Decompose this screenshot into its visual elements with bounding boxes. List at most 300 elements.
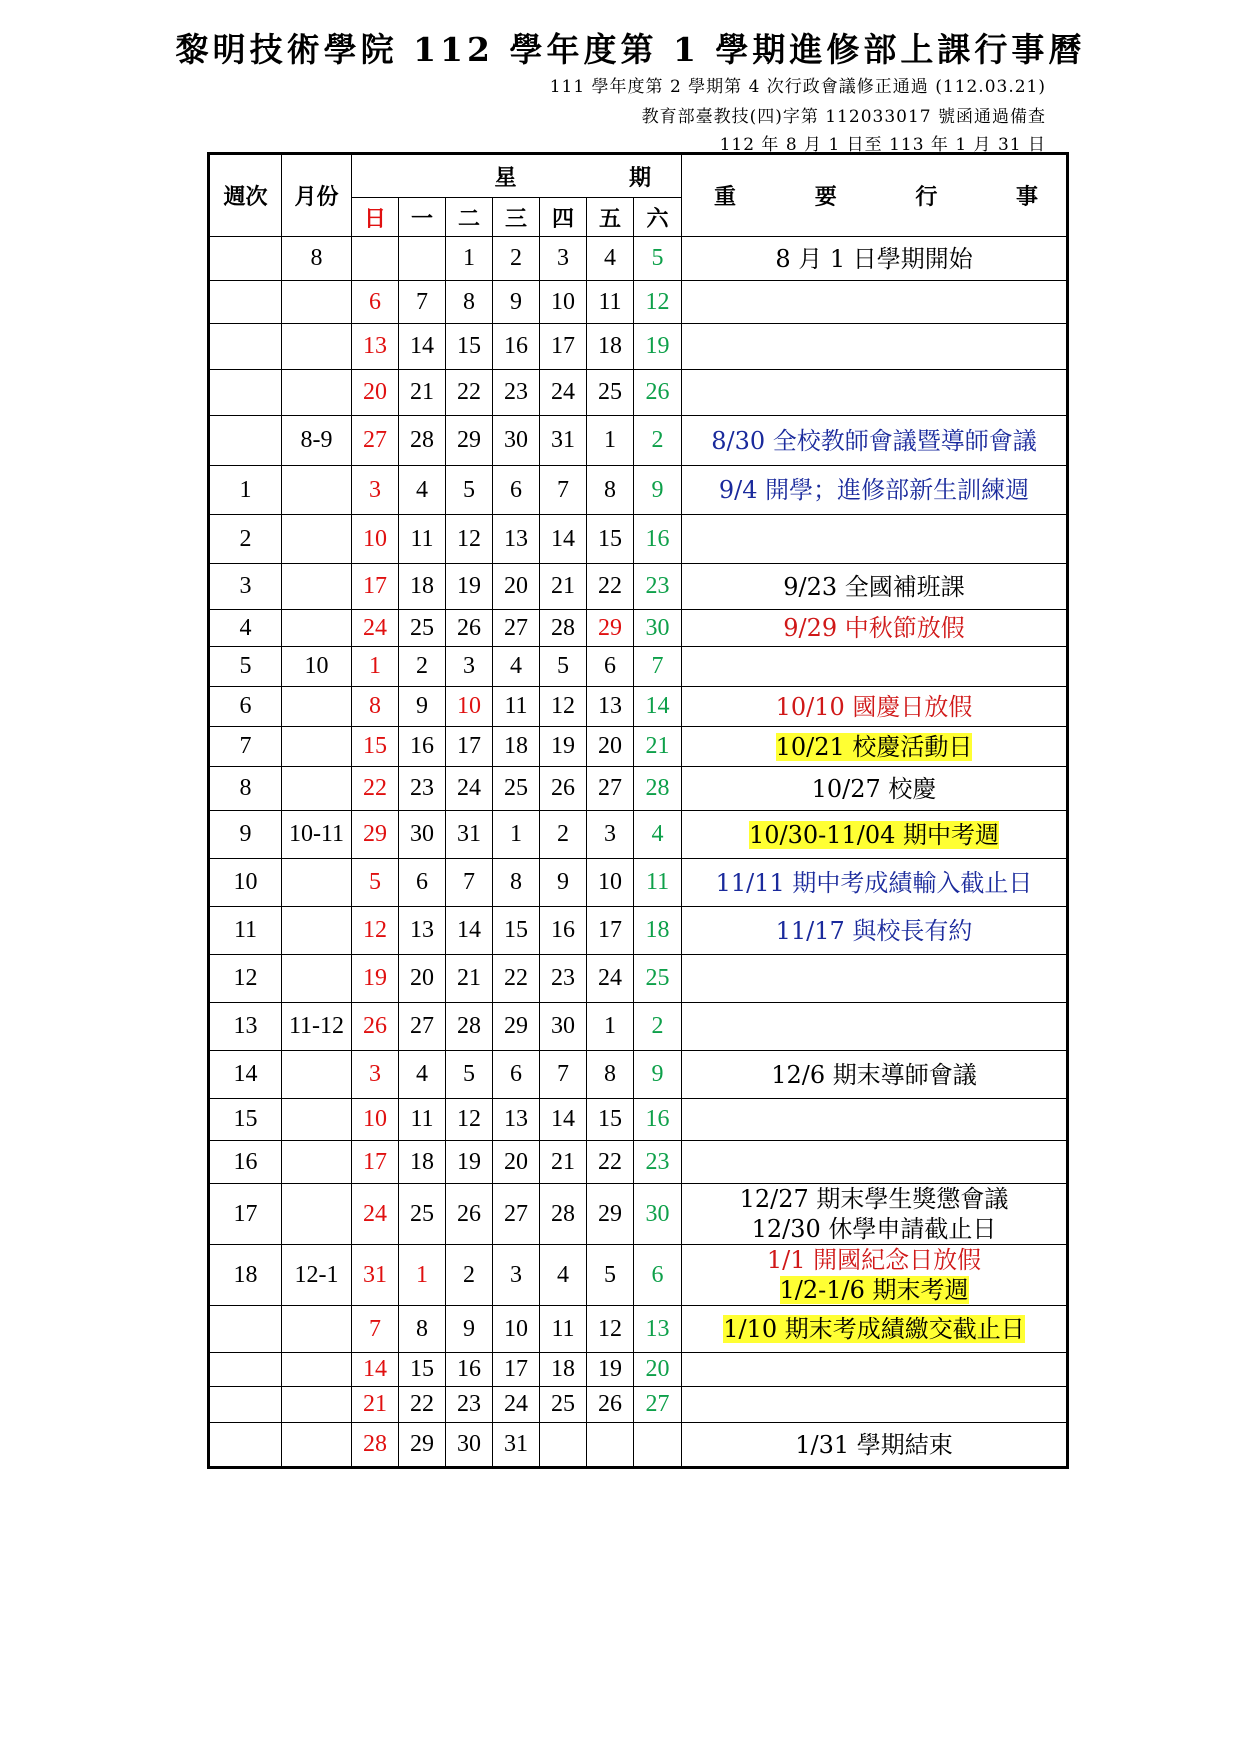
event-text: 12/6 期末導師會議 bbox=[771, 1060, 977, 1089]
event-text: 9/29 中秋節放假 bbox=[783, 614, 965, 642]
day-cell: 30 bbox=[634, 610, 682, 647]
day-cell: 15 bbox=[446, 324, 493, 370]
day-cell: 12 bbox=[352, 907, 399, 955]
day-cell: 20 bbox=[587, 727, 634, 767]
table-row bbox=[209, 1387, 1068, 1423]
weekday-wed: 三 bbox=[493, 198, 540, 237]
day-cell: 23 bbox=[399, 767, 446, 811]
weekday-sun: 日 bbox=[352, 198, 399, 237]
day-cell: 24 bbox=[540, 370, 587, 416]
month-label bbox=[282, 324, 352, 370]
day-cell: 31 bbox=[446, 811, 493, 859]
table-row bbox=[209, 281, 1068, 324]
day-cell: 7 bbox=[352, 1306, 399, 1353]
day-cell: 18 bbox=[399, 1141, 446, 1184]
day-cell: 13 bbox=[634, 1306, 682, 1353]
day-cell: 9 bbox=[634, 1051, 682, 1099]
day-cell: 28 bbox=[540, 610, 587, 647]
event-text: 1/10 期末考成績繳交截止日 bbox=[723, 1315, 1025, 1343]
day-cell: 18 bbox=[493, 727, 540, 767]
week-number: 9 bbox=[209, 811, 282, 859]
week-number: 18 bbox=[209, 1245, 282, 1306]
day-cell: 20 bbox=[399, 955, 446, 1003]
event-cell bbox=[682, 370, 1068, 416]
day-cell: 12 bbox=[634, 281, 682, 324]
week-number: 4 bbox=[209, 610, 282, 647]
event-cell bbox=[682, 859, 1068, 907]
week-number: 14 bbox=[209, 1051, 282, 1099]
month-label bbox=[282, 515, 352, 564]
day-cell: 4 bbox=[493, 647, 540, 687]
event-cell bbox=[682, 1141, 1068, 1184]
day-cell: 4 bbox=[634, 811, 682, 859]
event-cell bbox=[682, 281, 1068, 324]
month-label bbox=[282, 1099, 352, 1141]
event-text: 12/27 期末學生獎懲會議 bbox=[739, 1185, 1009, 1213]
day-cell: 12 bbox=[446, 1099, 493, 1141]
month-label bbox=[282, 1423, 352, 1468]
month-label: 10 bbox=[282, 647, 352, 687]
weekday-tue: 二 bbox=[446, 198, 493, 237]
day-cell: 27 bbox=[634, 1387, 682, 1423]
day-cell: 17 bbox=[493, 1353, 540, 1387]
day-cell: 1 bbox=[352, 647, 399, 687]
day-cell: 29 bbox=[352, 811, 399, 859]
day-cell: 7 bbox=[540, 1051, 587, 1099]
weekday-fri: 五 bbox=[587, 198, 634, 237]
day-cell: 11 bbox=[493, 687, 540, 727]
day-cell: 16 bbox=[540, 907, 587, 955]
day-cell: 2 bbox=[446, 1245, 493, 1306]
day-cell: 28 bbox=[399, 416, 446, 466]
day-cell: 27 bbox=[493, 1184, 540, 1245]
day-cell: 8 bbox=[399, 1306, 446, 1353]
day-cell: 12 bbox=[587, 1306, 634, 1353]
day-cell: 19 bbox=[634, 324, 682, 370]
event-cell bbox=[682, 610, 1068, 647]
day-cell: 13 bbox=[493, 1099, 540, 1141]
day-cell: 11 bbox=[399, 515, 446, 564]
day-cell: 22 bbox=[493, 955, 540, 1003]
event-cell bbox=[682, 955, 1068, 1003]
day-cell: 16 bbox=[399, 727, 446, 767]
month-label bbox=[282, 727, 352, 767]
day-cell: 9 bbox=[493, 281, 540, 324]
day-cell: 20 bbox=[493, 564, 540, 610]
day-cell: 22 bbox=[446, 370, 493, 416]
day-cell: 28 bbox=[446, 1003, 493, 1051]
day-cell bbox=[587, 1423, 634, 1468]
month-label bbox=[282, 1141, 352, 1184]
day-cell: 14 bbox=[634, 687, 682, 727]
day-cell: 10 bbox=[587, 859, 634, 907]
day-cell: 15 bbox=[587, 1099, 634, 1141]
day-cell: 12 bbox=[446, 515, 493, 564]
day-cell bbox=[352, 237, 399, 281]
day-cell: 7 bbox=[540, 466, 587, 515]
day-cell: 20 bbox=[634, 1353, 682, 1387]
day-cell: 23 bbox=[634, 564, 682, 610]
day-cell: 2 bbox=[540, 811, 587, 859]
day-cell: 4 bbox=[587, 237, 634, 281]
day-cell: 21 bbox=[540, 1141, 587, 1184]
month-label bbox=[282, 466, 352, 515]
week-number: 3 bbox=[209, 564, 282, 610]
day-cell: 8 bbox=[352, 687, 399, 727]
day-cell: 8 bbox=[493, 859, 540, 907]
day-cell: 13 bbox=[352, 324, 399, 370]
event-cell bbox=[682, 564, 1068, 610]
table-row bbox=[209, 811, 1068, 859]
table-row bbox=[209, 564, 1068, 610]
day-cell: 31 bbox=[540, 416, 587, 466]
day-cell: 21 bbox=[540, 564, 587, 610]
day-cell: 27 bbox=[587, 767, 634, 811]
day-cell: 26 bbox=[540, 767, 587, 811]
day-cell: 27 bbox=[352, 416, 399, 466]
event-cell bbox=[682, 811, 1068, 859]
day-cell: 19 bbox=[540, 727, 587, 767]
week-number bbox=[209, 1387, 282, 1423]
day-cell: 24 bbox=[493, 1387, 540, 1423]
event-cell bbox=[682, 237, 1068, 281]
day-cell: 16 bbox=[446, 1353, 493, 1387]
day-cell: 2 bbox=[634, 1003, 682, 1051]
day-cell: 28 bbox=[634, 767, 682, 811]
day-cell: 2 bbox=[493, 237, 540, 281]
date-range: 112 年 8 月 1 日至 113 年 1 月 31 日 bbox=[719, 135, 1046, 155]
day-cell: 15 bbox=[352, 727, 399, 767]
day-cell: 26 bbox=[587, 1387, 634, 1423]
day-cell: 6 bbox=[352, 281, 399, 324]
day-cell: 24 bbox=[587, 955, 634, 1003]
weekday-mon: 一 bbox=[399, 198, 446, 237]
day-cell: 30 bbox=[540, 1003, 587, 1051]
event-cell bbox=[682, 466, 1068, 515]
day-cell: 21 bbox=[634, 727, 682, 767]
day-cell: 9 bbox=[399, 687, 446, 727]
day-cell: 28 bbox=[352, 1423, 399, 1468]
event-cell bbox=[682, 767, 1068, 811]
day-cell: 4 bbox=[399, 1051, 446, 1099]
day-cell: 9 bbox=[446, 1306, 493, 1353]
week-number: 16 bbox=[209, 1141, 282, 1184]
day-cell: 3 bbox=[352, 1051, 399, 1099]
day-cell: 25 bbox=[399, 610, 446, 647]
day-cell: 17 bbox=[540, 324, 587, 370]
table-row bbox=[209, 907, 1068, 955]
day-cell: 7 bbox=[446, 859, 493, 907]
day-cell: 19 bbox=[446, 1141, 493, 1184]
week-number: 10 bbox=[209, 859, 282, 907]
table-row bbox=[209, 324, 1068, 370]
week-number bbox=[209, 1353, 282, 1387]
week-number bbox=[209, 324, 282, 370]
day-cell: 18 bbox=[399, 564, 446, 610]
day-cell: 23 bbox=[634, 1141, 682, 1184]
table-row bbox=[209, 1184, 1068, 1245]
event-text: 10/10 國慶日放假 bbox=[775, 692, 973, 721]
month-label bbox=[282, 767, 352, 811]
day-cell: 17 bbox=[446, 727, 493, 767]
day-cell: 10 bbox=[493, 1306, 540, 1353]
day-cell: 11 bbox=[540, 1306, 587, 1353]
calendar-table bbox=[207, 152, 1069, 1469]
day-cell: 26 bbox=[634, 370, 682, 416]
day-cell: 29 bbox=[399, 1423, 446, 1468]
day-cell: 3 bbox=[540, 237, 587, 281]
day-cell: 22 bbox=[399, 1387, 446, 1423]
week-number bbox=[209, 1306, 282, 1353]
event-text: 11/11 期中考成績輸入截止日 bbox=[715, 868, 1033, 897]
day-cell: 10 bbox=[540, 281, 587, 324]
day-cell: 8 bbox=[587, 466, 634, 515]
day-cell: 3 bbox=[446, 647, 493, 687]
month-label bbox=[282, 1353, 352, 1387]
weekday-group-header bbox=[352, 154, 682, 198]
week-number: 7 bbox=[209, 727, 282, 767]
day-cell: 14 bbox=[399, 324, 446, 370]
month-label bbox=[282, 370, 352, 416]
day-cell: 29 bbox=[587, 610, 634, 647]
week-number: 15 bbox=[209, 1099, 282, 1141]
day-cell bbox=[399, 237, 446, 281]
day-cell: 29 bbox=[587, 1184, 634, 1245]
day-cell: 6 bbox=[399, 859, 446, 907]
day-cell: 31 bbox=[493, 1423, 540, 1468]
event-cell bbox=[682, 687, 1068, 727]
event-cell bbox=[682, 1051, 1068, 1099]
event-text: 10/27 校慶 bbox=[811, 774, 937, 803]
day-cell: 6 bbox=[493, 466, 540, 515]
month-label bbox=[282, 907, 352, 955]
table-row bbox=[209, 647, 1068, 687]
event-cell bbox=[682, 1353, 1068, 1387]
week-number: 8 bbox=[209, 767, 282, 811]
day-cell: 23 bbox=[540, 955, 587, 1003]
day-cell: 13 bbox=[399, 907, 446, 955]
events-header-char: 要 bbox=[814, 184, 837, 210]
day-cell: 5 bbox=[446, 1051, 493, 1099]
day-cell: 19 bbox=[446, 564, 493, 610]
event-cell bbox=[682, 1184, 1068, 1245]
approval-line: 111 學年度第 2 學期第 4 次行政會議修正通過 (112.03.21) bbox=[549, 77, 1046, 97]
month-label bbox=[282, 1051, 352, 1099]
day-cell: 15 bbox=[587, 515, 634, 564]
day-cell: 8 bbox=[446, 281, 493, 324]
day-cell: 3 bbox=[352, 466, 399, 515]
day-cell: 21 bbox=[446, 955, 493, 1003]
table-row bbox=[209, 610, 1068, 647]
day-cell: 1 bbox=[399, 1245, 446, 1306]
event-cell bbox=[682, 416, 1068, 466]
day-cell: 6 bbox=[634, 1245, 682, 1306]
event-text: 10/30-11/04 期中考週 bbox=[748, 820, 1000, 849]
ministry-line: 教育部臺教技(四)字第 112033017 號函通過備查 bbox=[641, 107, 1046, 127]
day-cell: 25 bbox=[493, 767, 540, 811]
week-number: 17 bbox=[209, 1184, 282, 1245]
day-cell: 10 bbox=[352, 515, 399, 564]
day-cell: 25 bbox=[540, 1387, 587, 1423]
week-number: 5 bbox=[209, 647, 282, 687]
day-cell: 20 bbox=[493, 1141, 540, 1184]
day-cell: 24 bbox=[352, 610, 399, 647]
day-cell: 1 bbox=[587, 416, 634, 466]
events-header-char: 重 bbox=[714, 184, 737, 210]
day-cell: 3 bbox=[587, 811, 634, 859]
event-text: 8/30 全校教師會議暨導師會議 bbox=[711, 426, 1037, 455]
event-cell bbox=[682, 515, 1068, 564]
table-row bbox=[209, 767, 1068, 811]
weekday-sat: 六 bbox=[634, 198, 682, 237]
day-cell: 13 bbox=[493, 515, 540, 564]
page-title: 黎明技術學院 112 學年度第 1 學期進修部上課行事曆 bbox=[175, 30, 1086, 69]
week-number bbox=[209, 281, 282, 324]
event-cell bbox=[682, 1423, 1068, 1468]
table-row bbox=[209, 515, 1068, 564]
day-cell: 16 bbox=[634, 1099, 682, 1141]
month-label bbox=[282, 610, 352, 647]
weekday-header-period: 期 bbox=[629, 164, 652, 191]
day-cell: 19 bbox=[352, 955, 399, 1003]
day-cell: 11 bbox=[399, 1099, 446, 1141]
day-cell: 14 bbox=[446, 907, 493, 955]
day-cell: 5 bbox=[352, 859, 399, 907]
day-cell: 16 bbox=[493, 324, 540, 370]
event-text: 1/31 學期結束 bbox=[795, 1430, 953, 1459]
day-cell: 18 bbox=[587, 324, 634, 370]
table-row bbox=[209, 1099, 1068, 1141]
day-cell: 6 bbox=[587, 647, 634, 687]
table-row bbox=[209, 687, 1068, 727]
day-cell: 25 bbox=[587, 370, 634, 416]
day-cell: 7 bbox=[399, 281, 446, 324]
day-cell: 27 bbox=[493, 610, 540, 647]
day-cell: 17 bbox=[352, 564, 399, 610]
month-column-header: 月份 bbox=[282, 154, 352, 237]
event-text: 9/23 全國補班課 bbox=[783, 572, 965, 601]
month-label: 10-11 bbox=[282, 811, 352, 859]
day-cell: 11 bbox=[587, 281, 634, 324]
events-header-char: 行 bbox=[915, 184, 938, 210]
table-row bbox=[209, 1423, 1068, 1468]
day-cell: 9 bbox=[634, 466, 682, 515]
event-text: 10/21 校慶活動日 bbox=[775, 732, 973, 761]
month-label bbox=[282, 1184, 352, 1245]
month-label bbox=[282, 687, 352, 727]
event-cell bbox=[682, 1306, 1068, 1353]
day-cell: 8 bbox=[587, 1051, 634, 1099]
day-cell: 19 bbox=[587, 1353, 634, 1387]
day-cell: 23 bbox=[446, 1387, 493, 1423]
day-cell: 17 bbox=[352, 1141, 399, 1184]
event-cell bbox=[682, 1245, 1068, 1306]
day-cell: 10 bbox=[352, 1099, 399, 1141]
day-cell: 21 bbox=[352, 1387, 399, 1423]
week-number: 6 bbox=[209, 687, 282, 727]
day-cell: 21 bbox=[399, 370, 446, 416]
month-label: 8-9 bbox=[282, 416, 352, 466]
day-cell: 6 bbox=[493, 1051, 540, 1099]
day-cell: 27 bbox=[399, 1003, 446, 1051]
day-cell: 14 bbox=[540, 1099, 587, 1141]
day-cell: 11 bbox=[634, 859, 682, 907]
week-number bbox=[209, 416, 282, 466]
day-cell: 15 bbox=[399, 1353, 446, 1387]
day-cell: 4 bbox=[399, 466, 446, 515]
table-row bbox=[209, 1245, 1068, 1306]
event-cell bbox=[682, 1099, 1068, 1141]
month-label: 12-1 bbox=[282, 1245, 352, 1306]
day-cell: 18 bbox=[634, 907, 682, 955]
table-row bbox=[209, 237, 1068, 281]
weekday-header-star: 星 bbox=[494, 164, 517, 191]
day-cell: 28 bbox=[540, 1184, 587, 1245]
month-label: 11-12 bbox=[282, 1003, 352, 1051]
month-label bbox=[282, 859, 352, 907]
table-row bbox=[209, 1306, 1068, 1353]
table-row bbox=[209, 466, 1068, 515]
day-cell: 26 bbox=[446, 1184, 493, 1245]
day-cell: 25 bbox=[399, 1184, 446, 1245]
day-cell: 17 bbox=[587, 907, 634, 955]
day-cell: 5 bbox=[540, 647, 587, 687]
month-label bbox=[282, 564, 352, 610]
event-text: 12/30 休學申請截止日 bbox=[751, 1215, 997, 1243]
day-cell: 25 bbox=[634, 955, 682, 1003]
day-cell: 5 bbox=[634, 237, 682, 281]
day-cell: 5 bbox=[587, 1245, 634, 1306]
table-row bbox=[209, 727, 1068, 767]
event-text: 11/17 與校長有約 bbox=[775, 916, 973, 945]
table-row bbox=[209, 1003, 1068, 1051]
event-text: 9/4 開學；進修部新生訓練週 bbox=[718, 476, 1030, 504]
week-number: 1 bbox=[209, 466, 282, 515]
event-cell bbox=[682, 324, 1068, 370]
event-text: 1/1 開國紀念日放假 bbox=[766, 1246, 982, 1274]
table-row bbox=[209, 1353, 1068, 1387]
month-label bbox=[282, 281, 352, 324]
month-label bbox=[282, 1387, 352, 1423]
day-cell: 2 bbox=[399, 647, 446, 687]
event-text: 1/2-1/6 期末考週 bbox=[779, 1276, 969, 1304]
day-cell bbox=[634, 1423, 682, 1468]
day-cell: 5 bbox=[446, 466, 493, 515]
day-cell: 22 bbox=[587, 1141, 634, 1184]
day-cell: 12 bbox=[540, 687, 587, 727]
day-cell: 1 bbox=[587, 1003, 634, 1051]
day-cell: 3 bbox=[493, 1245, 540, 1306]
day-cell: 4 bbox=[540, 1245, 587, 1306]
day-cell: 24 bbox=[352, 1184, 399, 1245]
day-cell: 26 bbox=[352, 1003, 399, 1051]
table-row bbox=[209, 859, 1068, 907]
event-text: 8 月 1 日學期開始 bbox=[775, 244, 973, 273]
event-cell bbox=[682, 907, 1068, 955]
table-row bbox=[209, 1051, 1068, 1099]
day-cell: 14 bbox=[540, 515, 587, 564]
day-cell: 18 bbox=[540, 1353, 587, 1387]
day-cell: 26 bbox=[446, 610, 493, 647]
week-number: 2 bbox=[209, 515, 282, 564]
event-cell bbox=[682, 1387, 1068, 1423]
day-cell: 22 bbox=[587, 564, 634, 610]
day-cell: 23 bbox=[493, 370, 540, 416]
week-column-header: 週次 bbox=[209, 154, 282, 237]
day-cell bbox=[540, 1423, 587, 1468]
day-cell: 22 bbox=[352, 767, 399, 811]
event-cell bbox=[682, 647, 1068, 687]
